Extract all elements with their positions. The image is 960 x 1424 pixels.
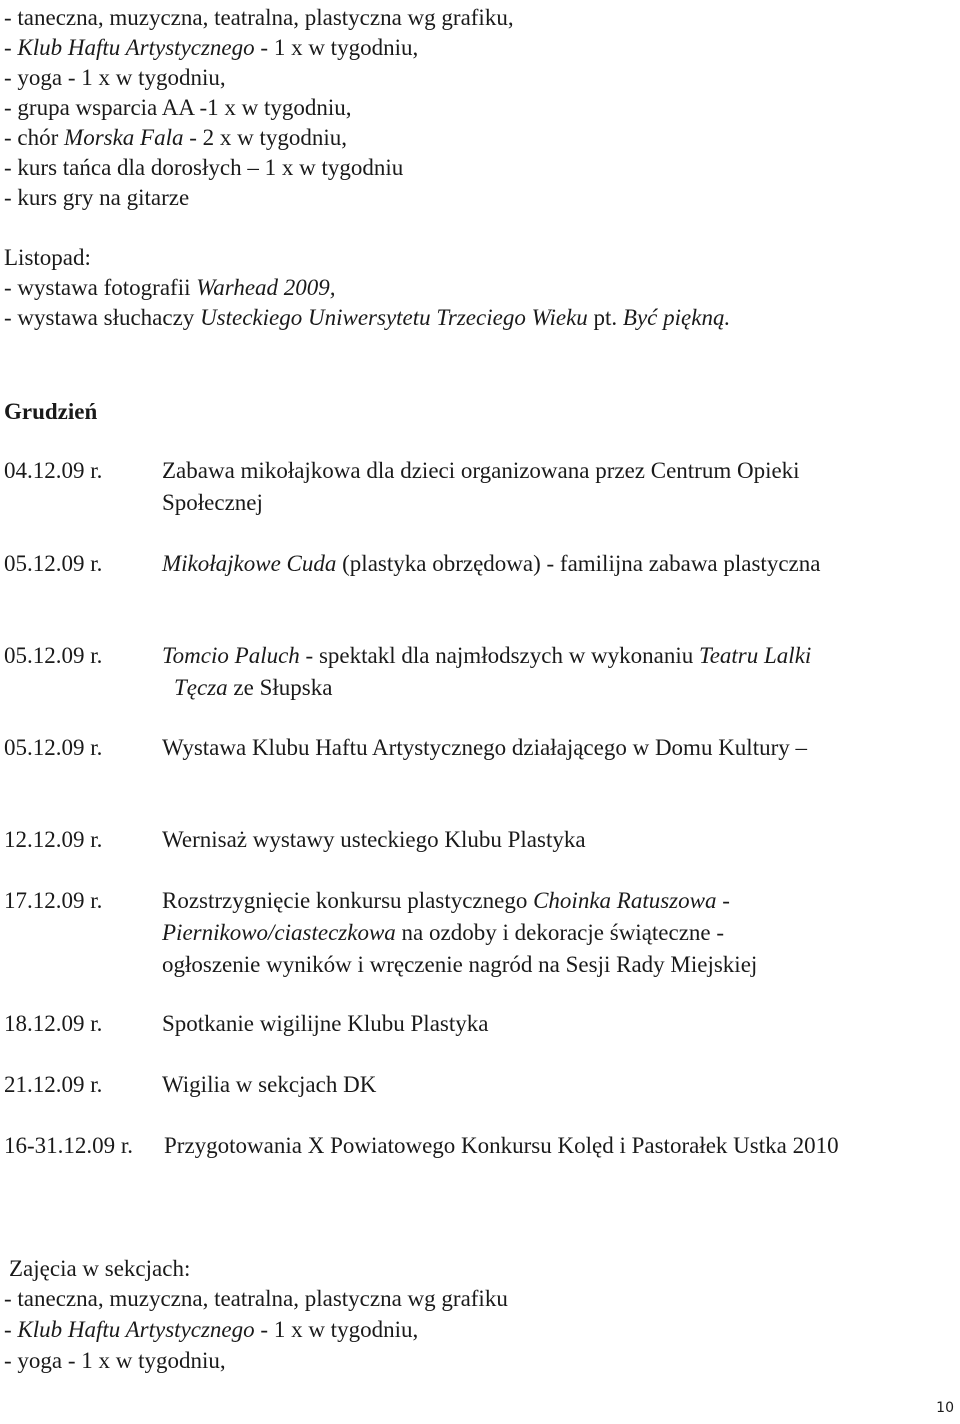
list-item: - Klub Haftu Artystycznego - 1 x w tygodniu, — [4, 35, 419, 60]
event-date: 18.12.09 r. — [4, 1011, 103, 1036]
event-date: 05.12.09 r. — [4, 735, 103, 760]
list-item: - grupa wsparcia AA -1 x w tygodniu, — [4, 95, 352, 120]
list-item: - wystawa fotografii Warhead 2009, — [4, 275, 336, 300]
event-description: Mikołajkowe Cuda (plastyka obrzędowa) - familijna zabawa plastyczna — [162, 551, 821, 576]
event-description: Wystawa Klubu Haftu Artystycznego działającego w Domu Kultury – — [162, 735, 807, 760]
list-item: - yoga - 1 x w tygodniu, — [4, 1348, 226, 1373]
event-description: Rozstrzygnięcie konkursu plastycznego Choinka Ratuszowa - Piernikowo/ciasteczkowa na ozdoby i dekoracje świąteczne - ogłoszenie wyników i wręczenie nagród na Sesji Rady Miejskiej — [162, 888, 758, 977]
event-description: Wernisaż wystawy usteckiego Klubu Plastyka — [162, 827, 586, 852]
section-title-listopad: Listopad: — [4, 245, 91, 270]
list-item: - Klub Haftu Artystycznego - 1 x w tygodniu, — [4, 1317, 419, 1342]
list-item: - kurs tańca dla dorosłych – 1 x w tygodniu — [4, 155, 404, 180]
section-title-grudzien: Grudzień — [4, 399, 98, 424]
list-item: - taneczna, muzyczna, teatralna, plastyczna wg grafiku — [4, 1286, 508, 1311]
event-description: Spotkanie wigilijne Klubu Plastyka — [162, 1011, 489, 1036]
page-number: 10 — [936, 1400, 954, 1416]
list-item: - taneczna, muzyczna, teatralna, plastyczna wg grafiku, — [4, 5, 514, 30]
event-description: Przygotowania X Powiatowego Konkursu Kolęd i Pastorałek Ustka 2010 — [164, 1133, 839, 1158]
event-date: 05.12.09 r. — [4, 551, 103, 576]
event-date: 05.12.09 r. — [4, 643, 103, 668]
event-description: Wigilia w sekcjach DK — [162, 1072, 377, 1097]
event-description: Zabawa mikołajkowa dla dzieci organizowana przez Centrum Opieki Społecznej — [162, 458, 800, 515]
event-date: 04.12.09 r. — [4, 458, 103, 483]
event-description: Tomcio Paluch - spektakl dla najmłodszych w wykonaniu Teatru Lalki Tęcza ze Słupska — [162, 643, 812, 700]
event-date: 16-31.12.09 r. — [4, 1133, 134, 1158]
event-date: 21.12.09 r. — [4, 1072, 103, 1097]
list-item: - kurs gry na gitarze — [4, 185, 190, 210]
event-date: 17.12.09 r. — [4, 888, 103, 913]
list-item: - chór Morska Fala - 2 x w tygodniu, — [4, 125, 348, 150]
list-item: - yoga - 1 x w tygodniu, — [4, 65, 226, 90]
list-item: - wystawa słuchaczy Usteckiego Uniwersytetu Trzeciego Wieku pt. Być piękną. — [4, 305, 731, 330]
section-title-zajecia: Zajęcia w sekcjach: — [9, 1256, 191, 1281]
event-date: 12.12.09 r. — [4, 827, 103, 852]
